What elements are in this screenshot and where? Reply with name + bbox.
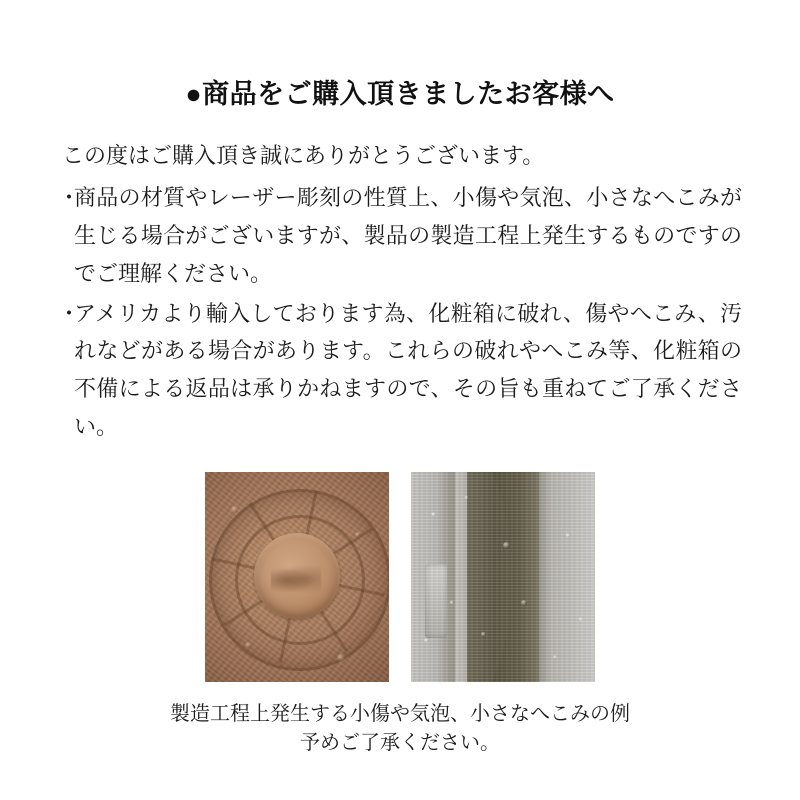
surface-blemish: [271, 566, 321, 595]
surface-pit: [481, 632, 486, 637]
photo-copper-engraved-disc: [205, 472, 389, 682]
list-item: [58, 295, 742, 446]
bullet-text: 商品の材質やレーザー彫刻の性質上、小傷や気泡、小さなへこみが生じる場合がございますが、製品の製造工程上発生するものですのでご理解ください。: [74, 185, 742, 286]
caption-line: 製造工程上発生する小傷や気泡、小さなへこみの例: [170, 702, 630, 725]
surface-pit: [355, 532, 360, 537]
surface-pit: [245, 642, 251, 648]
example-photos: [58, 472, 742, 682]
lead-paragraph: この度はご購入頂き誠にありがとうございます。: [62, 143, 545, 168]
surface-pit: [503, 542, 510, 549]
caption-line: 予めご了承ください。: [300, 731, 500, 754]
photo-caption: [58, 700, 742, 758]
notice-body: [0, 111, 800, 758]
bullet-marker-icon: ・: [58, 300, 81, 326]
photo-silver-metal-surface: [411, 472, 595, 682]
bullet-text: アメリカより輸入しております為、化粧箱に破れ、傷やへこみ、汚れなどがある場合があります。これらの破れやへこみ等、化粧箱の不備による返品は承りかねますので、その旨も重ねてご了承ください。: [74, 300, 742, 440]
bullet-marker-icon: ・: [58, 185, 81, 211]
center-boss-shape: [254, 533, 340, 619]
surface-pit: [521, 600, 527, 606]
page-title: ●商品をご購入頂きましたお客様へ: [185, 79, 615, 109]
list-item: [58, 179, 742, 292]
surface-pit: [337, 654, 345, 662]
surface-pit: [231, 506, 238, 513]
speckle-overlay: [411, 472, 595, 682]
